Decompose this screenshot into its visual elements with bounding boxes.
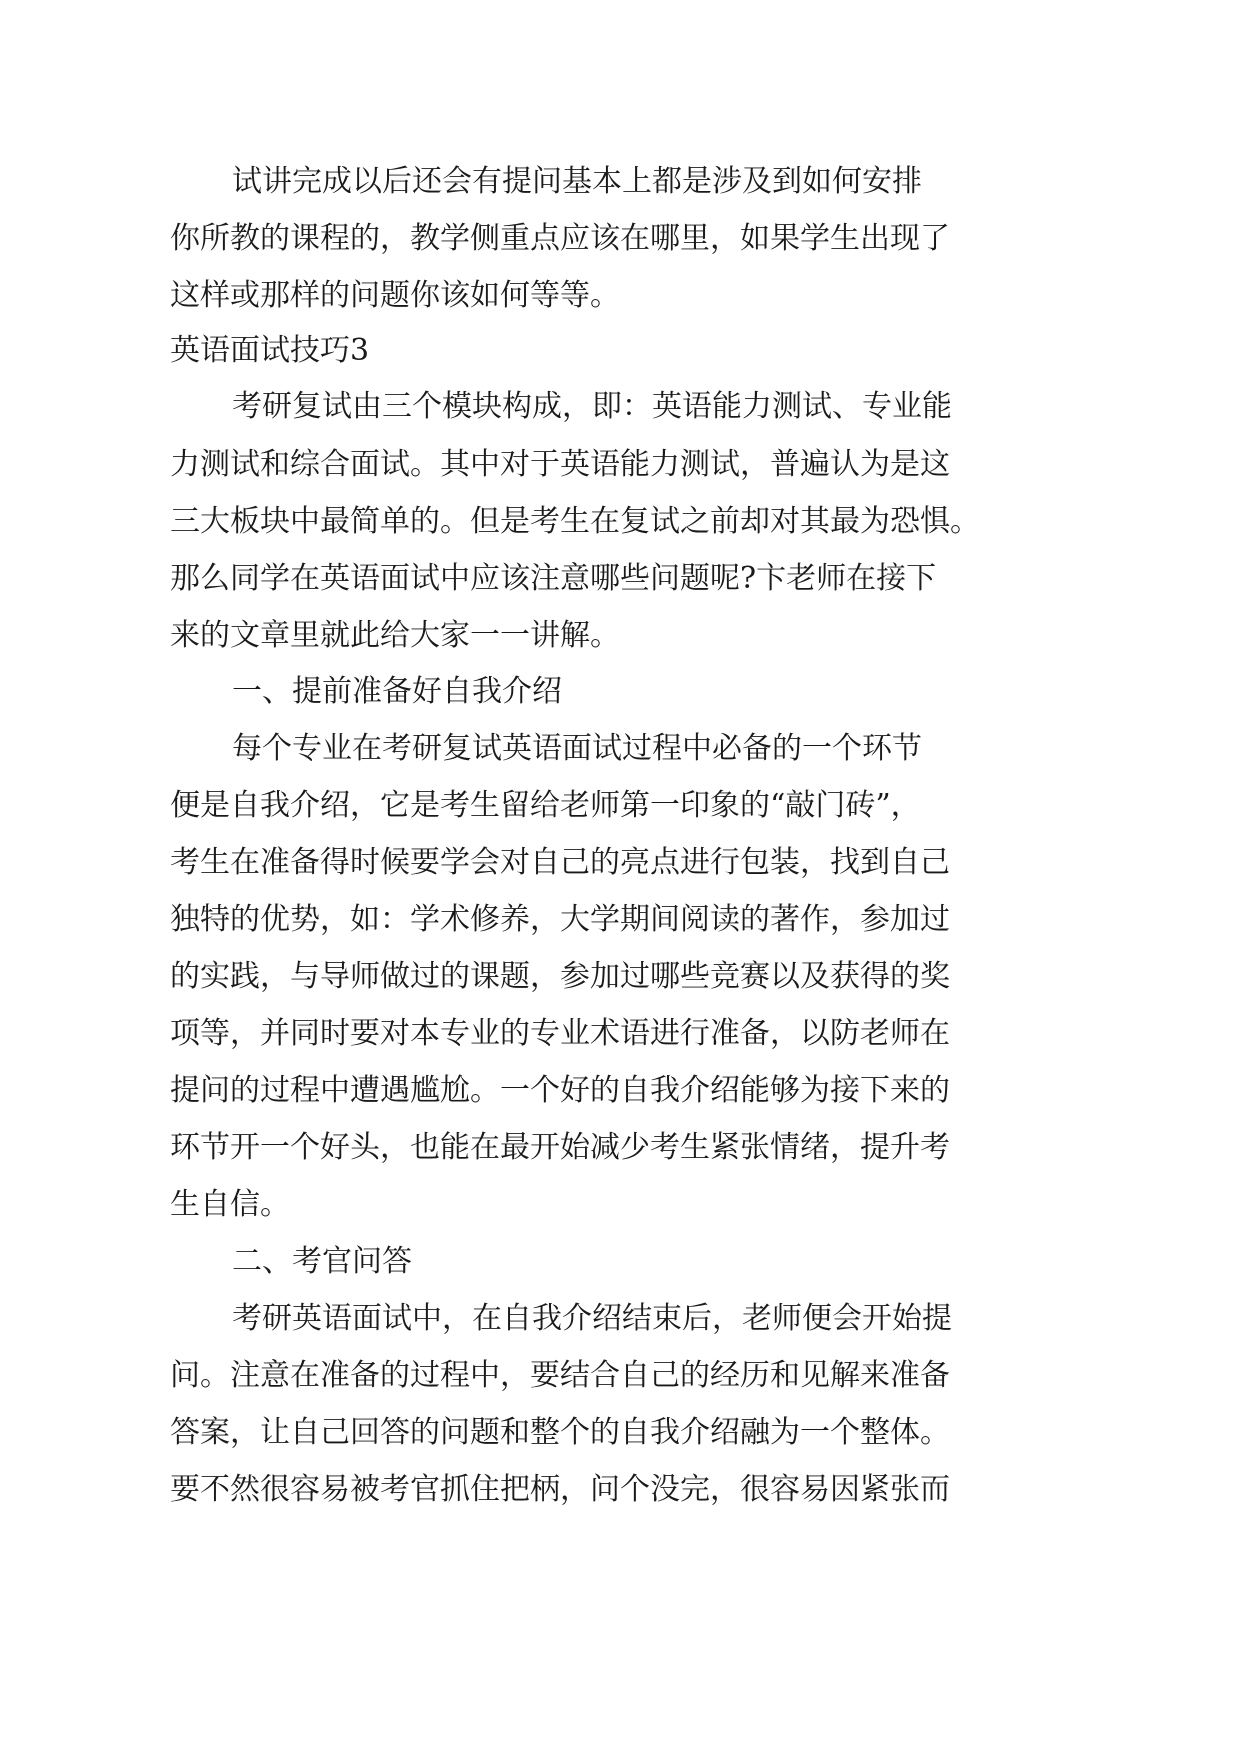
paragraph-line-text: 试讲完成以后还会有提问基本上都是涉及到如何安排 [232, 164, 922, 199]
paragraph-line-text: 环节开一个好头，也能在最开始减少考生紧张情绪，提升考 [170, 1130, 950, 1165]
paragraph-line-text: 提问的过程中遭遇尴尬。一个好的自我介绍能够为接下来的 [170, 1073, 950, 1108]
paragraph-line [0, 437, 1241, 493]
paragraph-line [0, 1405, 1241, 1461]
paragraph-line-text: 考研英语面试中，在自我介绍结束后，老师便会开始提 [232, 1301, 952, 1336]
subheading-line [0, 1234, 1241, 1290]
paragraph-line [0, 1462, 1241, 1518]
paragraph-line-text: 三大板块中最简单的。但是考生在复试之前却对其最为恐惧。 [170, 504, 980, 539]
paragraph-line-text: 每个专业在考研复试英语面试过程中必备的一个环节 [232, 731, 922, 766]
paragraph-line-text: 项等，并同时要对本专业的专业术语进行准备，以防老师在 [170, 1016, 950, 1051]
paragraph-line [0, 835, 1241, 891]
paragraph-line-text: 便是自我介绍，它是考生留给老师第一印象的“敲门砖”， [170, 788, 921, 823]
paragraph-line [0, 778, 1241, 834]
paragraph-line [0, 1120, 1241, 1176]
paragraph-line-text: 来的文章里就此给大家一一讲解。 [170, 618, 620, 653]
paragraph-line-text: 问。注意在准备的过程中，要结合自己的经历和见解来准备 [170, 1358, 950, 1393]
paragraph-line [0, 608, 1241, 664]
paragraph-line-text: 要不然很容易被考官抓住把柄，问个没完，很容易因紧张而 [170, 1472, 950, 1507]
paragraph-line-text: 力测试和综合面试。其中对于英语能力测试，普遍认为是这 [170, 447, 950, 482]
paragraph-line-text: 独特的优势，如：学术修养，大学期间阅读的著作，参加过 [170, 902, 950, 937]
subheading-line [0, 664, 1241, 720]
paragraph-line [0, 211, 1241, 267]
subheading-text: 二、考官问答 [232, 1244, 412, 1279]
paragraph-line [0, 1291, 1241, 1347]
paragraph-line [0, 551, 1241, 607]
paragraph-line-text: 考研复试由三个模块构成，即：英语能力测试、专业能 [232, 389, 952, 424]
paragraph-line [0, 1063, 1241, 1119]
paragraph-line-text: 你所教的课程的，教学侧重点应该在哪里，如果学生出现了 [170, 221, 950, 256]
paragraph-line [0, 892, 1241, 948]
paragraph-line-text: 那么同学在英语面试中应该注意哪些问题呢?卞老师在接下 [170, 561, 937, 596]
section-heading-text: 英语面试技巧3 [170, 333, 370, 368]
paragraph-line [0, 268, 1241, 324]
paragraph-line [0, 154, 1241, 210]
paragraph-line [0, 949, 1241, 1005]
paragraph-line [0, 379, 1241, 435]
paragraph-line-text: 的实践，与导师做过的课题，参加过哪些竞赛以及获得的奖 [170, 959, 950, 994]
paragraph-line [0, 494, 1241, 550]
paragraph-line [0, 721, 1241, 777]
paragraph-line [0, 1006, 1241, 1062]
paragraph-line-text: 答案，让自己回答的问题和整个的自我介绍融为一个整体。 [170, 1415, 950, 1450]
paragraph-line-text: 考生在准备得时候要学会对自己的亮点进行包装，找到自己 [170, 845, 950, 880]
paragraph-line-text: 这样或那样的问题你该如何等等。 [170, 278, 620, 313]
paragraph-line-text: 生自信。 [170, 1187, 290, 1222]
paragraph-line [0, 1348, 1241, 1404]
section-heading [0, 323, 1241, 379]
paragraph-line [0, 1177, 1241, 1233]
subheading-text: 一、提前准备好自我介绍 [232, 674, 562, 709]
